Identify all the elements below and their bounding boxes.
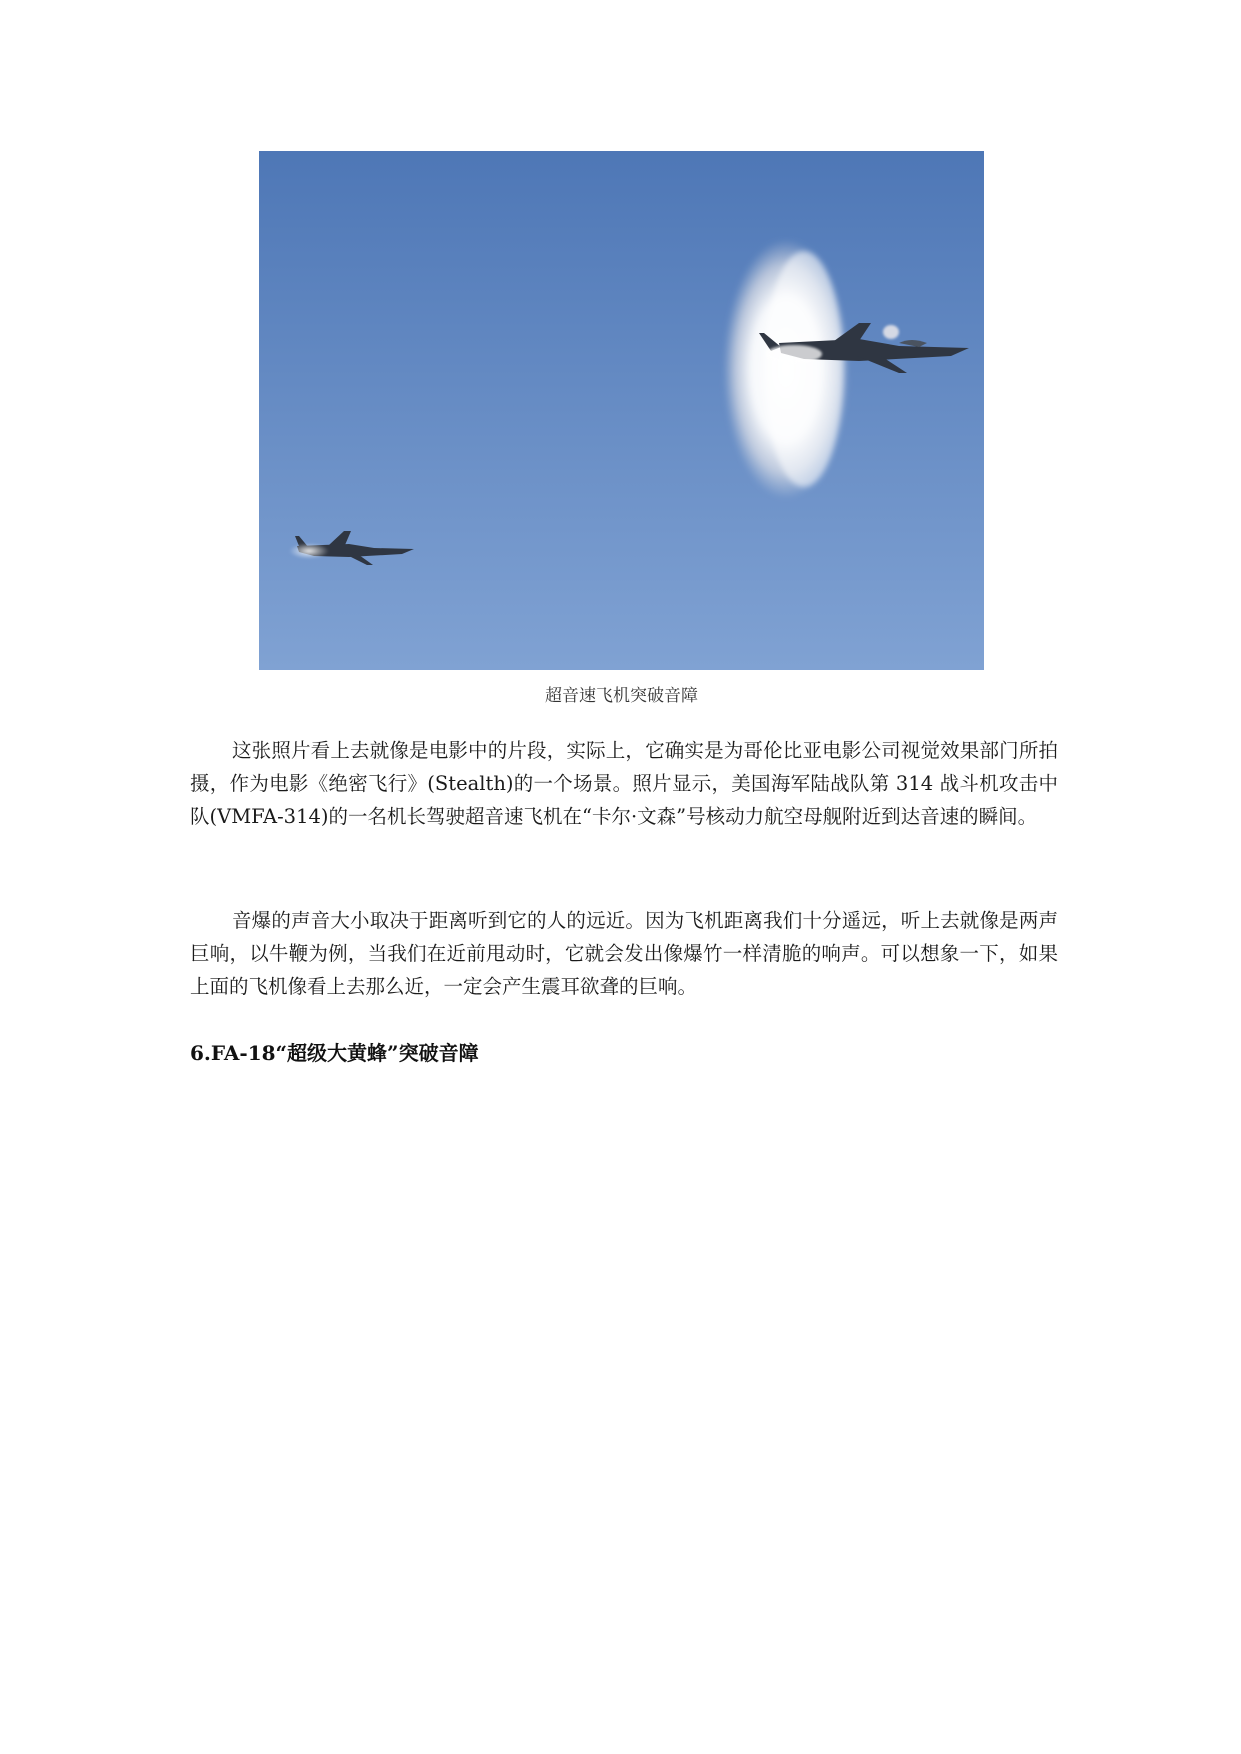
figure-caption: 超音速飞机突破音障: [545, 686, 698, 706]
vapor-cone: [723, 239, 849, 499]
section-heading: 6.FA-18“超级大黄蜂”突破音障: [190, 1041, 479, 1065]
body-paragraph: 音爆的声音大小取决于距离听到它的人的远近。因为飞机距离我们十分遥远，听上去就像是两声巨响，以牛鞭为例，当我们在近前甩动时，它就会发出像爆竹一样清脆的响声。可以想象一下，如果上面的飞机像看上去那么近，一定会产生震耳欲聋的巨响。: [190, 909, 1058, 998]
trailing-jet-vapor: [289, 543, 329, 559]
supersonic-jet-photo: [259, 151, 984, 670]
lead-jet-vapor: [766, 345, 822, 363]
body-paragraph: 这张照片看上去就像是电影中的片段，实际上，它确实是为哥伦比亚电影公司视觉效果部门所拍摄，作为电影《绝密飞行》(Stealth)的一个场景。照片显示，美国海军陆战队第 314 战斗机攻击中队(VMFA-314)的一名机长驾驶超音速飞机在“卡尔·文森”号核动力航空母舰附近到达音速的瞬间。: [190, 739, 1058, 828]
sky-background: [259, 151, 984, 670]
